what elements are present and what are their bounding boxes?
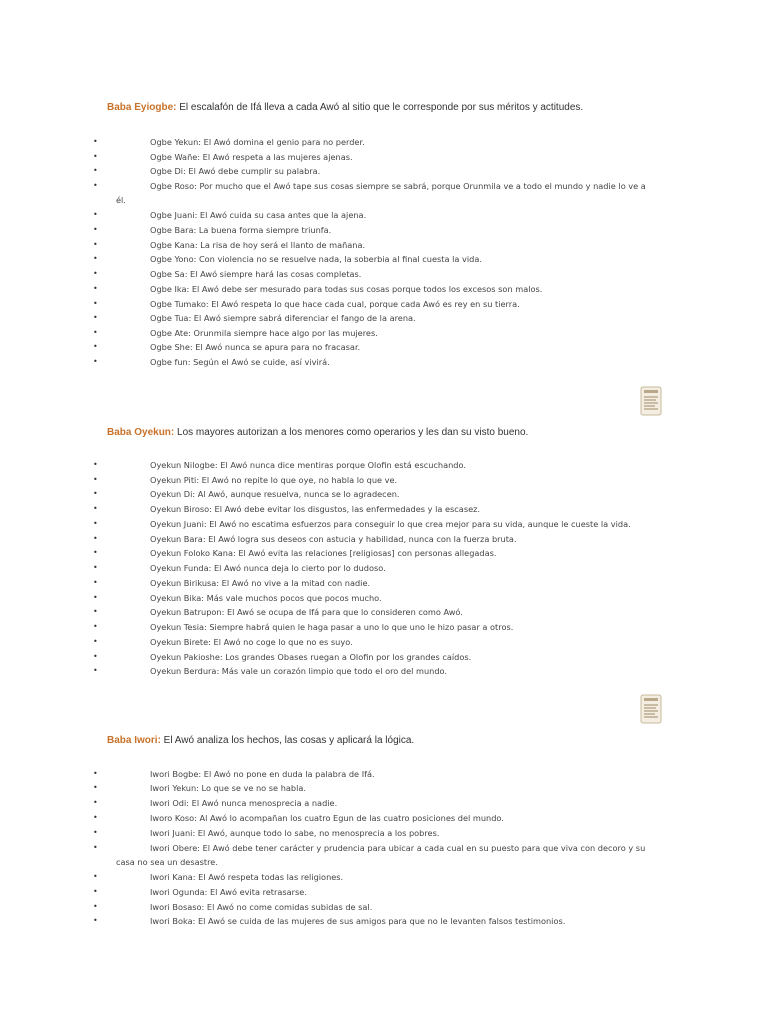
bullet: • <box>93 210 98 219</box>
bullet: • <box>93 357 98 366</box>
bullet: • <box>93 666 98 675</box>
bullet: • <box>93 563 98 572</box>
item-text: Iwori Kana: El Awó respeta todas las religiones. <box>150 872 344 882</box>
bullet: • <box>93 769 98 778</box>
heading-desc: Los mayores autorizan a los menores como operarios y les dan su visto bueno. <box>174 427 529 438</box>
item-text: Iwori Obere: El Awó debe tener carácter y prudencia para ubicar a cada cual en su puesto para que viva con decoro y su <box>150 843 646 853</box>
bullet: • <box>93 548 98 557</box>
bullet: • <box>93 137 98 146</box>
item-text: Iwori Bosaso: El Awó no come comidas subidas de sal. <box>150 902 373 912</box>
bullet: • <box>93 299 98 308</box>
bullet: • <box>93 916 98 925</box>
document-icon[interactable] <box>640 386 662 416</box>
item-text: Iworo Koso: Al Awó lo acompañan los cuatro Egun de las cuatro posiciones del mundo. <box>150 813 504 823</box>
bullet: • <box>93 783 98 792</box>
bullet: • <box>93 872 98 881</box>
bullet: • <box>93 622 98 631</box>
heading-desc: El escalafón de Ifá lleva a cada Awó al sitio que le corresponde por sus méritos y actitudes. <box>176 102 584 113</box>
bullet: • <box>93 313 98 322</box>
item-text: Iwori Odi: El Awó nunca menosprecia a nadie. <box>150 798 338 808</box>
item-text: Oyekun Batrupon: El Awó se ocupa de Ifá para que lo consideren como Awó. <box>150 607 463 617</box>
item-text: Ogbe Sa: El Awó siempre hará las cosas completas. <box>150 269 362 279</box>
item-text: Oyekun Bika: Más vale muchos pocos que pocos mucho. <box>150 593 382 603</box>
document-icon[interactable] <box>640 694 662 724</box>
bullet: • <box>93 902 98 911</box>
bullet: • <box>93 637 98 646</box>
bullet: • <box>93 489 98 498</box>
item-text: Ogbe Roso: Por mucho que el Awó tape sus cosas siempre se sabrá, porque Orunmila ve a todo el mundo y nadie lo ve a <box>150 181 646 191</box>
bullet: • <box>93 328 98 337</box>
heading-name: Baba Eyiogbe: <box>107 102 177 113</box>
item-text: Oyekun Piti: El Awó no repite lo que oye, no habla lo que ve. <box>150 475 398 485</box>
bullet: • <box>93 887 98 896</box>
bullet: • <box>93 269 98 278</box>
bullet: • <box>93 534 98 543</box>
item-text: Iwori Juani: El Awó, aunque todo lo sabe, no menosprecia a los pobres. <box>150 828 440 838</box>
item-text: Iwori Boka: El Awó se cuida de las mujeres de sus amigos para que no le levanten falsos testimonios. <box>150 916 566 926</box>
bullet: • <box>93 593 98 602</box>
bullet: • <box>93 798 98 807</box>
section-heading <box>107 734 414 748</box>
item-text: Ogbe Ate: Orunmila siempre hace algo por las mujeres. <box>150 328 378 338</box>
bullet: • <box>93 152 98 161</box>
item-text: Ogbe Bara: La buena forma siempre triunfa. <box>150 225 332 235</box>
item-text: Oyekun Birete: El Awó no coge lo que no es suyo. <box>150 637 353 647</box>
bullet: • <box>93 607 98 616</box>
item-text: Ogbe Juani: El Awó cuida su casa antes que la ajena. <box>150 210 367 220</box>
item-text: Oyekun Berdura: Más vale un corazón limpio que todo el oro del mundo. <box>150 666 448 676</box>
item-text: Iwori Yekun: Lo que se ve no se habla. <box>150 783 306 793</box>
bullet: • <box>93 254 98 263</box>
bullet: • <box>93 460 98 469</box>
section-heading <box>107 101 583 115</box>
item-text: Oyekun Funda: El Awó nunca deja lo cierto por lo dudoso. <box>150 563 386 573</box>
item-text: Ogbe Tumako: El Awó respeta lo que hace cada cual, porque cada Awó es rey en su tierra. <box>150 299 520 309</box>
item-text: Oyekun Birikusa: El Awó no vive a la mitad con nadie. <box>150 578 371 588</box>
heading-name: Baba Oyekun: <box>107 427 175 438</box>
bullet: • <box>93 475 98 484</box>
bullet: • <box>93 240 98 249</box>
item-text: Oyekun Nilogbe: El Awó nunca dice mentiras porque Olofin está escuchando. <box>150 460 466 470</box>
item-text: Ogbe Wañe: El Awó respeta a las mujeres ajenas. <box>150 152 353 162</box>
item-text: Oyekun Biroso: El Awó debe evitar los disgustos, las enfermedades y la escasez. <box>150 504 481 514</box>
item-text: Iwori Bogbe: El Awó no pone en duda la palabra de Ifá. <box>150 769 375 779</box>
heading-desc: El Awó analiza los hechos, las cosas y aplicará la lógica. <box>160 735 415 746</box>
bullet: • <box>93 828 98 837</box>
item-text: Ogbe She: El Awó nunca se apura para no fracasar. <box>150 342 361 352</box>
bullet: • <box>93 181 98 190</box>
item-text: Oyekun Tesia: Siempre habrá quien le haga pasar a uno lo que uno le hizo pasar a otros. <box>150 622 514 632</box>
item-continuation-text: él. <box>116 195 126 205</box>
bullet: • <box>93 813 98 822</box>
bullet: • <box>93 519 98 528</box>
bullet: • <box>93 342 98 351</box>
item-text: Oyekun Juani: El Awó no escatima esfuerzos para conseguir lo que crea mejor para su vida, aunque le cueste la vida. <box>150 519 631 529</box>
item-text: Oyekun Pakioshe: Los grandes Obases ruegan a Olofin por los grandes caídos. <box>150 652 472 662</box>
item-text: Iwori Ogunda: El Awó evita retrasarse. <box>150 887 307 897</box>
item-text: Ogbe Yekun: El Awó domina el genio para no perder. <box>150 137 365 147</box>
bullet: • <box>93 652 98 661</box>
item-text: Oyekun Bara: El Awó logra sus deseos con astucia y habilidad, nunca con la fuerza bruta. <box>150 534 517 544</box>
bullet: • <box>93 504 98 513</box>
bullet: • <box>93 843 98 852</box>
section-heading <box>107 426 528 440</box>
item-text: Ogbe Ika: El Awó debe ser mesurado para todas sus cosas porque todos los excesos son malos. <box>150 284 543 294</box>
bullet: • <box>93 166 98 175</box>
item-text: Oyekun Di: Al Awó, aunque resuelva, nunca se lo agradecen. <box>150 489 400 499</box>
item-text: Ogbe Kana: La risa de hoy será el llanto de mañana. <box>150 240 366 250</box>
item-text: Ogbe Yono: Con violencia no se resuelve nada, la soberbia al final cuesta la vida. <box>150 254 482 264</box>
item-text: Ogbe fun: Según el Awó se cuide, así vivirá. <box>150 357 330 367</box>
item-text: Oyekun Foloko Kana: El Awó evita las relaciones [religiosas] con personas allegadas. <box>150 548 497 558</box>
item-text: Ogbe Tua: El Awó siempre sabrá diferenciar el fango de la arena. <box>150 313 416 323</box>
item-text: Ogbe Di: El Awó debe cumplir su palabra. <box>150 166 321 176</box>
heading-name: Baba Iwori: <box>107 735 161 746</box>
bullet: • <box>93 578 98 587</box>
bullet: • <box>93 225 98 234</box>
item-continuation-text: casa no sea un desastre. <box>116 857 218 867</box>
bullet: • <box>93 284 98 293</box>
